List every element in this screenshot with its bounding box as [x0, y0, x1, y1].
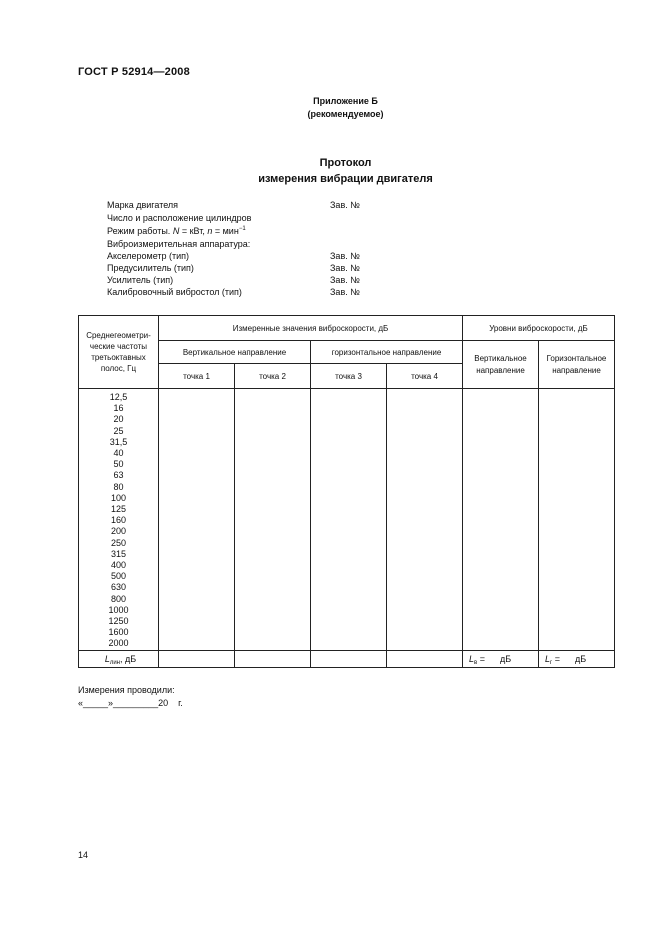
frequency-item: 20	[113, 414, 124, 425]
frequency-item: 50	[113, 459, 124, 470]
linear-level-subscript: лин	[109, 660, 120, 666]
amplifier-serial-label: Зав. №	[330, 275, 360, 285]
frequency-list	[79, 392, 158, 650]
level-horizontal-sum[interactable]	[539, 651, 615, 668]
sum-point-2-cell[interactable]	[235, 651, 311, 668]
lv-unit: = дБ	[477, 654, 512, 664]
power-unit: = кВт,	[179, 226, 208, 236]
frequency-item: 160	[110, 515, 127, 526]
frequency-item: 16	[113, 403, 124, 414]
lv-subscript: в	[474, 660, 478, 666]
point-2-header: точка 2	[235, 364, 311, 389]
frequency-item: 25	[113, 425, 124, 436]
engine-serial-label: Зав. №	[330, 200, 360, 210]
frequency-item: 1600	[108, 627, 129, 638]
amplifier-label: Усилитель (тип)	[107, 275, 174, 285]
lv-symbol: L	[469, 654, 475, 664]
point-1-header: точка 1	[159, 364, 235, 389]
frequency-item: 80	[113, 481, 124, 492]
standard-code: ГОСТ Р 52914—2008	[78, 66, 190, 78]
linear-level-label	[79, 651, 159, 668]
vertical-direction-header: Вертикальное направление	[159, 341, 311, 364]
level-horizontal-header: Горизонтальное направление	[539, 341, 615, 389]
sum-point-4-cell[interactable]	[387, 651, 463, 668]
frequency-item: 315	[110, 548, 127, 559]
level-vertical-values-cell[interactable]	[463, 389, 539, 651]
preamp-label: Предусилитель (тип)	[107, 263, 194, 273]
accelerometer-serial-label: Зав. №	[330, 251, 360, 261]
point-3-header: точка 3	[311, 364, 387, 389]
linear-level-unit: , дБ	[120, 654, 137, 664]
engine-brand-label: Марка двигателя	[107, 200, 179, 210]
level-vertical-header: Вертикальное направление	[463, 341, 539, 389]
power-symbol: N	[172, 226, 180, 236]
measurements-conducted-label: Измерения проводили:	[78, 685, 175, 695]
frequency-item: 500	[110, 571, 127, 582]
frequency-item: 2000	[108, 638, 129, 649]
velocity-levels-header: Уровни виброскорости, дБ	[463, 316, 615, 341]
apparatus-label: Виброизмерительная аппаратура:	[107, 239, 251, 249]
frequency-item: 63	[113, 470, 124, 481]
level-vertical-sum[interactable]	[463, 651, 539, 668]
speed-exponent: −1	[238, 226, 246, 232]
frequency-item: 400	[110, 560, 127, 571]
point-2-values-cell[interactable]	[235, 389, 311, 651]
accelerometer-label: Акселерометр (тип)	[107, 251, 190, 261]
frequency-item: 1250	[108, 616, 129, 627]
frequency-item: 630	[110, 582, 127, 593]
point-4-header: точка 4	[387, 364, 463, 389]
horizontal-direction-header: горизонтальное направление	[311, 341, 463, 364]
operating-mode-label	[107, 225, 246, 237]
frequency-item: 40	[113, 448, 124, 459]
sum-point-1-cell[interactable]	[159, 651, 235, 668]
linear-level-symbol: L	[104, 654, 110, 664]
speed-symbol: n	[207, 226, 213, 236]
measured-values-header: Измеренные значения виброскорости, дБ	[159, 316, 463, 341]
frequency-item: 100	[110, 492, 127, 503]
document-title: Протокол	[319, 157, 372, 169]
lg-symbol: L	[545, 654, 551, 664]
mode-prefix: Режим работы.	[107, 226, 173, 236]
cylinders-label: Число и расположение цилиндров	[107, 213, 252, 223]
point-1-values-cell[interactable]	[159, 389, 235, 651]
lg-unit: = дБ	[552, 654, 587, 664]
calibrator-label: Калибровочный вибростол (тип)	[107, 287, 242, 297]
frequency-item: 1000	[108, 604, 129, 615]
frequency-item: 12,5	[109, 392, 128, 402]
date-line: «_____»_________20 г.	[78, 698, 183, 708]
lg-subscript: г	[550, 660, 553, 666]
level-horizontal-values-cell[interactable]	[539, 389, 615, 651]
point-4-values-cell[interactable]	[387, 389, 463, 651]
frequency-column-header: Среднегеометри-ческие частоты третьоктавных полос, Гц	[79, 316, 159, 389]
point-3-values-cell[interactable]	[311, 389, 387, 651]
annex-label: Приложение Б	[313, 96, 378, 106]
frequency-item: 800	[110, 593, 127, 604]
frequency-item: 250	[110, 537, 127, 548]
frequency-item: 125	[110, 504, 127, 515]
preamp-serial-label: Зав. №	[330, 263, 360, 273]
annex-type: (рекомендуемое)	[307, 109, 384, 119]
vibration-protocol-table	[78, 315, 615, 668]
frequency-item: 31,5	[109, 436, 128, 447]
calibrator-serial-label: Зав. №	[330, 287, 360, 297]
sum-point-3-cell[interactable]	[311, 651, 387, 668]
page-number: 14	[78, 850, 89, 860]
frequency-list-cell	[79, 389, 159, 651]
document-subtitle: измерения вибрации двигателя	[258, 173, 433, 185]
frequency-item: 200	[110, 526, 127, 537]
speed-unit: = мин	[212, 226, 239, 236]
